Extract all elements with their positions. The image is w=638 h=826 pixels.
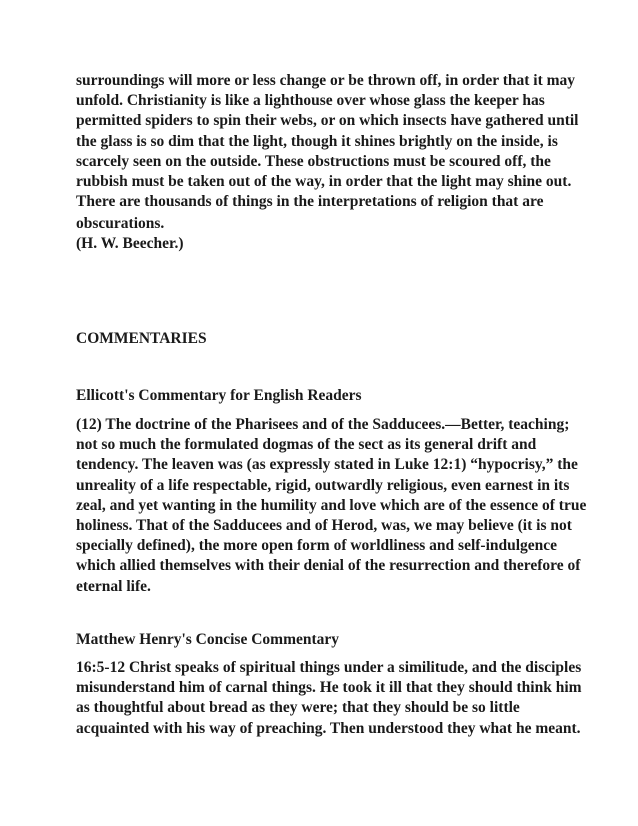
text-line: permitted spiders to spin their webs, or on which insects have gathered until bbox=[76, 112, 579, 130]
ellicott-commentary-heading: Ellicott's Commentary for English Readers bbox=[76, 387, 362, 404]
text-line: rubbish must be taken out of the way, in order that the light may shine out. bbox=[76, 173, 572, 191]
text-line: not so much the formulated dogmas of the sect as its general drift and bbox=[76, 436, 537, 454]
text-line: as thoughtful about bread as they were; that they should be so little bbox=[76, 699, 520, 717]
text-line: holiness. That of the Sadducees and of Herod, was, we may believe (it is not bbox=[76, 517, 572, 535]
text-line: scarcely seen on the outside. These obstructions must be scoured off, the bbox=[76, 152, 551, 170]
text-line: acquainted with his way of preaching. Then understood they what he meant. bbox=[76, 719, 581, 737]
text-line: surroundings will more or less change or be thrown off, in order that it may bbox=[76, 72, 576, 89]
text-line: specially defined), the more open form of worldliness and self-indulgence bbox=[76, 537, 558, 555]
henry-commentary-paragraph bbox=[76, 658, 582, 739]
text-line: There are thousands of things in the interpretations of religion that are bbox=[76, 193, 544, 211]
text-line: tendency. The leaven was (as expressly stated in Luke 12:1) “hypocrisy,” the bbox=[76, 456, 578, 474]
text-line: obscurations. bbox=[76, 215, 165, 233]
text-line: eternal life. bbox=[76, 577, 151, 595]
beecher-quote-paragraph bbox=[76, 71, 579, 235]
section-heading-commentaries: COMMENTARIES bbox=[76, 330, 207, 347]
text-line: 16:5-12 Christ speaks of spiritual things under a similitude, and the disciples bbox=[76, 659, 582, 676]
text-line: misunderstand him of carnal things. He took it ill that they should think him bbox=[76, 679, 582, 697]
text-line: (12) The doctrine of the Pharisees and of the Sadducees.—Better, teaching; bbox=[76, 416, 570, 433]
text-line: zeal, and yet wanting in the humility and love which are of the essence of true bbox=[76, 496, 587, 514]
ellicott-commentary-paragraph bbox=[76, 415, 587, 597]
text-line: unfold. Christianity is like a lighthouse over whose glass the keeper has bbox=[76, 92, 545, 110]
text-line: the glass is so dim that the light, though it shines brightly on the inside, is bbox=[76, 132, 558, 150]
text-line: which allied themselves with their denial of the resurrection and therefore of bbox=[76, 557, 581, 575]
henry-commentary-heading: Matthew Henry's Concise Commentary bbox=[76, 631, 340, 648]
text-line: unreality of a life respectable, rigid, outwardly religious, even earnest in its bbox=[76, 476, 570, 494]
quote-attribution: (H. W. Beecher.) bbox=[76, 235, 184, 252]
